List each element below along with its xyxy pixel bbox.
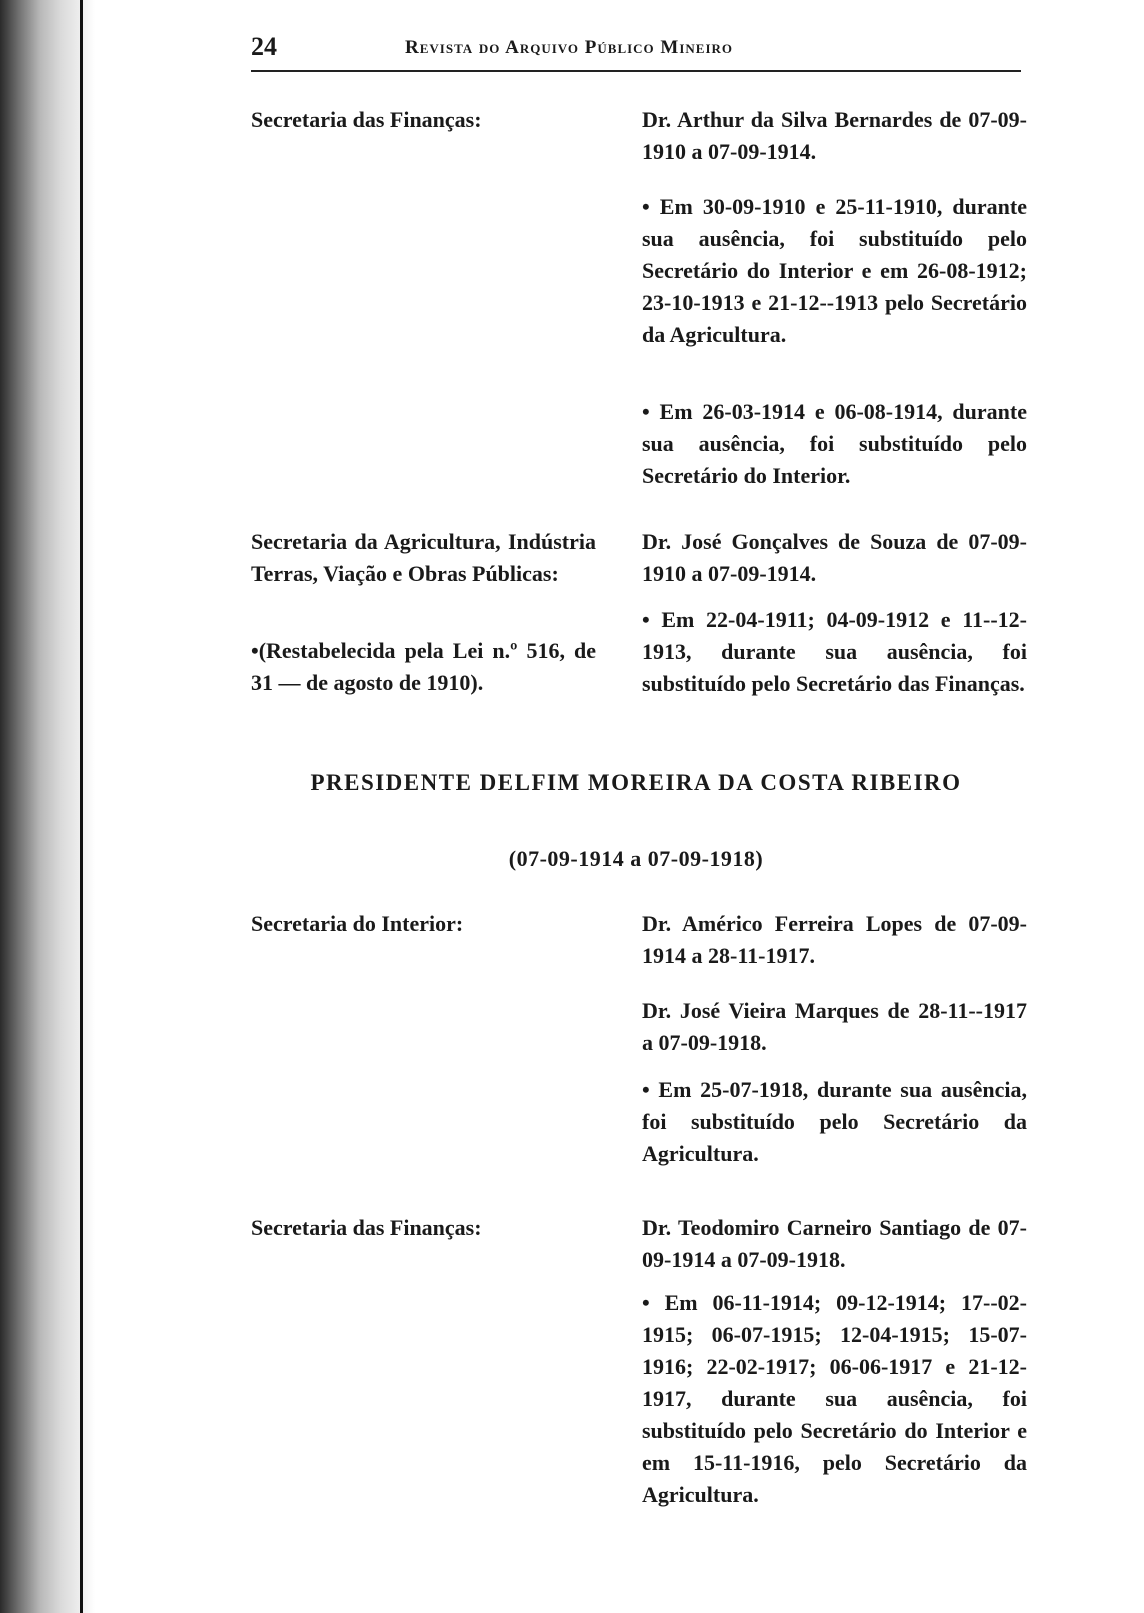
- president-heading: PRESIDENTE DELFIM MOREIRA DA COSTA RIBEIRO: [310, 770, 962, 795]
- header-rule: [251, 70, 1021, 72]
- entry-jose-vieira-marques: Dr. José Vieira Marques de 28-11--1917 a 07-09-1918.: [642, 998, 1027, 1055]
- label-secretaria-financas-1: Secretaria das Finanças:: [251, 107, 482, 132]
- label-secretaria-financas-2: Secretaria das Finanças:: [251, 1215, 482, 1240]
- president-term: (07-09-1914 a 07-09-1918): [508, 846, 764, 871]
- label-secretaria-interior: Secretaria do Interior:: [251, 911, 464, 936]
- entry-arthur-bernardes: Dr. Arthur da Silva Bernardes de 07-09-1910 a 07-09-1914.: [642, 107, 1027, 164]
- note-restabelecida-lei: •(Restabelecida pela Lei n.º 516, de 31 — de agosto de 1910).: [251, 638, 596, 695]
- label-secretaria-agricultura: Secretaria da Agricultura, Indústria Terras, Viação e Obras Públicas:: [251, 529, 596, 586]
- note-agricultura: • Em 22-04-1911; 04-09-1912 e 11--12-1913, durante sua ausência, foi substituído pelo Secretário das Finanças.: [642, 607, 1027, 696]
- entry-americo-lopes: Dr. Américo Ferreira Lopes de 07-09-1914 a 28-11-1917.: [642, 911, 1027, 968]
- entry-teodomiro-santiago: Dr. Teodomiro Carneiro Santiago de 07-09-1914 a 07-09-1918.: [642, 1215, 1027, 1272]
- note-financas-2: • Em 26-03-1914 e 06-08-1914, durante sua ausência, foi substituído pelo Secretário do Interior.: [642, 399, 1027, 488]
- entry-jose-goncalves: Dr. José Gonçalves de Souza de 07-09-1910 a 07-09-1914.: [642, 529, 1027, 586]
- running-header: Revista do Arquivo Público Mineiro: [405, 37, 734, 58]
- note-financas-1: • Em 30-09-1910 e 25-11-1910, durante sua ausência, foi substituído pelo Secretário do Interior e em 26-08-1912; 23-10-1913 e 21-12--1913 pelo Secretário da Agricultura.: [642, 194, 1027, 347]
- page-number: 24: [251, 32, 277, 61]
- note-financas-3: • Em 06-11-1914; 09-12-1914; 17--02-1915; 06-07-1915; 12-04-1915; 15-07-1916; 22-02-1917; 06-06-1917 e 21-12-1917, durante sua ausência, foi substituído pelo Secretário do Interior e em 15-11-1916, pelo Secretário da Agricultura.: [642, 1290, 1027, 1507]
- note-interior: • Em 25-07-1918, durante sua ausência, foi substituído pelo Secretário da Agricultura.: [642, 1077, 1027, 1166]
